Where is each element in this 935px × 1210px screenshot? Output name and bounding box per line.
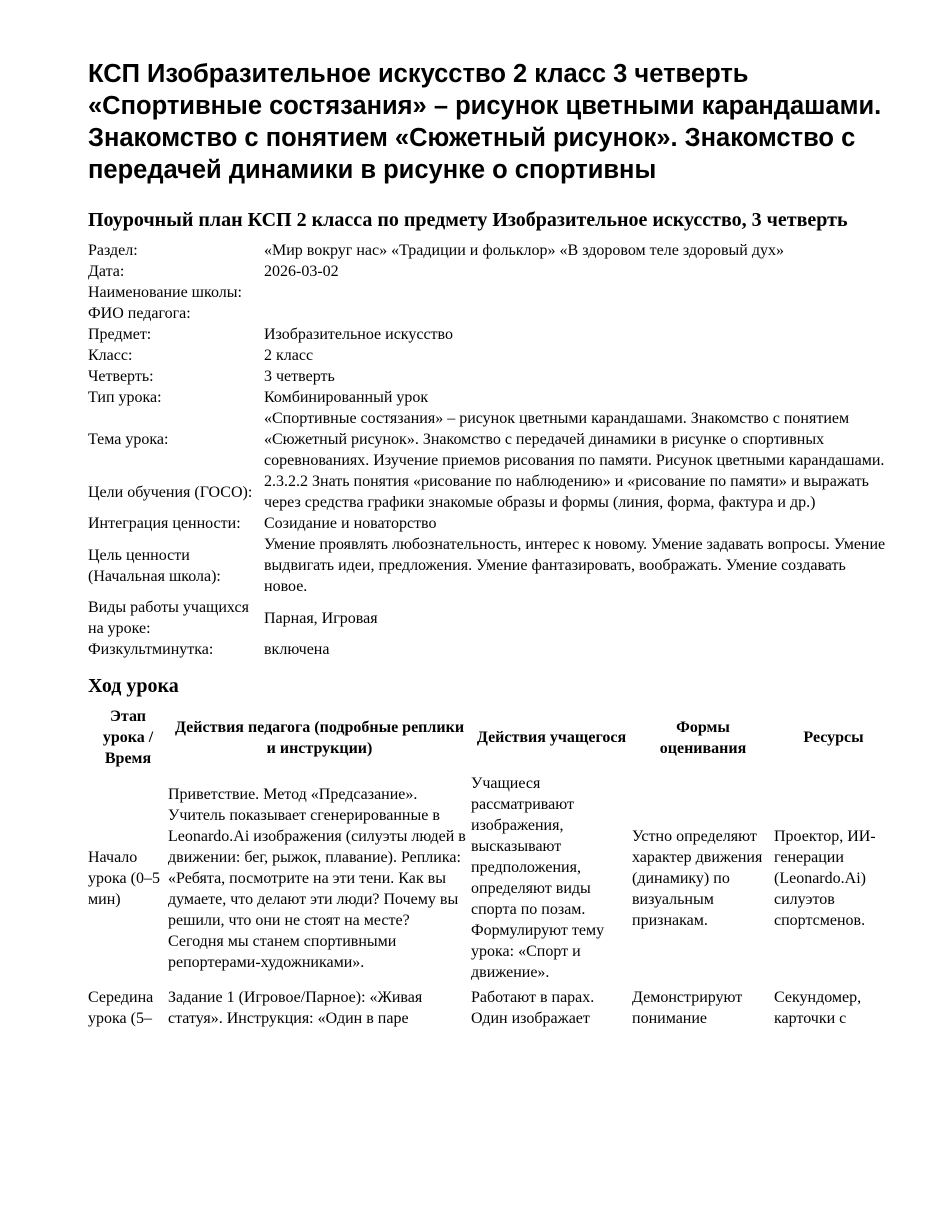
document-page: [88, 58, 893, 1033]
flow-row: [88, 773, 893, 987]
info-row: [88, 408, 893, 471]
info-value: [264, 303, 893, 324]
teacher-actions-cell: Задание 1 (Игровое/Парное): «Живая статуя». Инструкция: «Один в паре: [168, 989, 423, 1027]
info-label: Четверть:: [88, 368, 154, 385]
info-row: [88, 345, 893, 366]
info-row: [88, 324, 893, 345]
flow-header-row: [88, 706, 893, 773]
document-title: КСП Изобразительное искусство 2 класс 3 четверть «Спортивные состязания» – рисунок цветными карандашами. Знакомство с понятием «Сюжетный рисунок». Знакомство с передачей динамики в рисунке о спортивны: [88, 60, 882, 184]
info-row: [88, 282, 893, 303]
info-row: [88, 471, 893, 513]
lesson-flow-heading: Ход урока: [88, 675, 179, 697]
info-label: Цели обучения (ГОСО):: [88, 483, 253, 501]
resources-cell: Проектор, ИИ-генерации (Leonardo.Ai) силуэтов спортсменов.: [774, 827, 876, 929]
teacher-actions-cell: Приветствие. Метод «Предсазание». Учитель показывает сгенерированные в Leonardo.Ai изображения (силуэты людей в движении: бег, рыжок, плавание). Реплика: «Ребята, посмотрите на эти тени. Как вы думаете, что делают эти люди? Почему вы решили, что они не стоят на месте? Сегодня мы станем спортивными репортерами-художниками».: [168, 785, 466, 971]
header-teacher-actions: Действия педагога (подробные реплики и инструкции): [174, 718, 465, 757]
plan-subtitle: Поурочный план КСП 2 класса по предмету Изобразительное искусство, 3 четверть: [88, 209, 848, 231]
info-row: [88, 240, 893, 261]
lesson-flow-table: [88, 706, 893, 1033]
info-row: [88, 513, 893, 534]
header-assessment: Формы оценивания: [659, 718, 747, 757]
info-value: «Спортивные состязания» – рисунок цветными карандашами. Знакомство с понятием «Сюжетный рисунок». Знакомство с передачей динамики в рисунке о спортивных соревнованиях. Изучение приемов рисования по памяти. Рисунок цветными карандашами.: [264, 410, 885, 469]
info-label: Наименование школы:: [88, 284, 242, 301]
info-label: Предмет:: [88, 326, 152, 343]
info-value: Изобразительное искусство: [264, 326, 453, 343]
info-row: [88, 534, 893, 597]
info-value: 2 класс: [264, 347, 314, 364]
info-value: Парная, Игровая: [264, 609, 378, 627]
info-label: Раздел:: [88, 242, 138, 259]
info-row: [88, 387, 893, 408]
student-actions-cell: Учащиеся рассматривают изображения, высказывают предположения, определяют виды спорта по позам. Формулируют тему урока: «Спорт и движение».: [471, 775, 605, 981]
stage-cell: Начало урока (0–5 мин): [88, 848, 160, 908]
info-value: 3 четверть: [264, 368, 335, 385]
info-label: Класс:: [88, 347, 133, 364]
info-label: Виды работы учащихся на уроке:: [88, 599, 249, 637]
info-value: 2026-03-02: [264, 263, 339, 280]
header-student-actions: Действия учащегося: [476, 729, 627, 746]
info-value: Умение проявлять любознательность, интерес к новому. Умение задавать вопросы. Умение выдвигать идеи, предложения. Умение фантазировать, воображать. Умение создавать новое.: [264, 536, 886, 595]
lesson-info-table: [88, 240, 893, 660]
info-value: 2.3.2.2 Знать понятия «рисование по наблюдению» и «рисование по памяти» и выражать через средства графики знакомые образы и формы (линия, форма, фактура и др.): [264, 473, 869, 511]
info-value: «Мир вокруг нас» «Традиции и фольклор» «В здоровом теле здоровый дух»: [264, 242, 785, 259]
info-value: включена: [264, 641, 330, 658]
info-label: Тема урока:: [88, 431, 169, 448]
info-label: Интеграция ценности:: [88, 515, 241, 532]
info-value: Комбинированный урок: [264, 389, 429, 406]
info-label: ФИО педагога:: [88, 305, 191, 322]
stage-cell: Середина урока (5–: [88, 989, 154, 1027]
info-row: [88, 597, 893, 639]
info-value: Созидание и новаторство: [264, 515, 437, 532]
info-row: [88, 366, 893, 387]
info-label: Физкультминутка:: [88, 641, 214, 658]
assessment-cell: Демонстрируют понимание: [632, 989, 743, 1027]
header-resources: Ресурсы: [803, 729, 864, 746]
assessment-cell: Устно определяют характер движения (динамику) по визуальным признакам.: [632, 827, 763, 929]
info-label: Цель ценности (Начальная школа):: [88, 546, 221, 585]
resources-cell: Секундомер, карточки с: [774, 989, 862, 1027]
info-row: [88, 303, 893, 324]
flow-row: [88, 987, 893, 1033]
student-actions-cell: Работают в парах. Один изображает: [471, 989, 595, 1027]
info-value: [264, 282, 893, 303]
header-stage: Этап урока / Время: [102, 708, 154, 767]
info-row: [88, 639, 893, 660]
info-label: Дата:: [88, 263, 125, 280]
info-label: Тип урока:: [88, 389, 162, 406]
info-row: [88, 261, 893, 282]
